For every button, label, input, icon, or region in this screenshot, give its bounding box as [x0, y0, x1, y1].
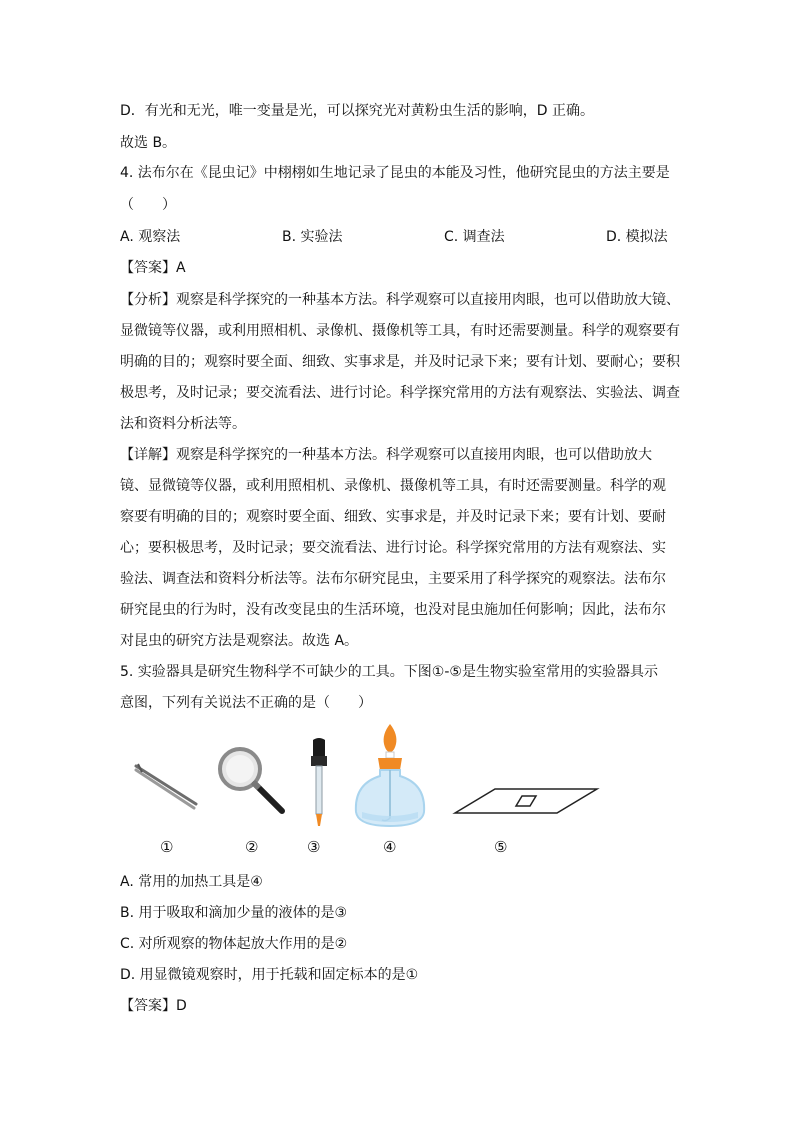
- question-5-stem: 意图，下列有关说法不正确的是（ ）: [120, 695, 372, 711]
- question-5-stem: 5. 实验器具是研究生物科学不可缺少的工具。下图①-⑤是生物实验室常用的实验器具示: [120, 664, 658, 680]
- q4-detail-line: 镜、显微镜等仪器，或利用照相机、录像机、摄像机等工具，有时还需要测量。科学的观: [120, 478, 666, 494]
- figure-label: ②: [245, 838, 259, 856]
- question-4-paren: （ ）: [120, 197, 176, 213]
- q5-option-d: D. 用显微镜观察时，用于托载和固定标本的是①: [120, 967, 419, 983]
- q4-answer: 【答案】A: [120, 260, 186, 276]
- q5-option-a: A. 常用的加热工具是④: [120, 874, 263, 890]
- q4-option-c: C. 调查法: [444, 229, 505, 245]
- dropper-icon: [306, 738, 332, 830]
- magnifier-icon: [216, 745, 288, 817]
- figure-label: ③: [307, 838, 321, 856]
- q4-analysis-line: 极思考，及时记录；要交流看法、进行讨论。科学探究常用的方法有观察法、实验法、调查: [120, 385, 680, 401]
- q4-analysis-line: 明确的目的；观察时要全面、细致、实事求是，并及时记录下来；要有计划、要耐心；要积: [120, 354, 680, 370]
- q4-detail-line: 验法、调查法和资料分析法等。法布尔研究昆虫，主要采用了科学探究的观察法。法布尔: [120, 571, 666, 587]
- glass-slide-icon: [454, 788, 598, 814]
- q4-analysis-line: 法和资料分析法等。: [120, 416, 246, 432]
- q4-analysis-line: 显微镜等仪器，或利用照相机、录像机、摄像机等工具，有时还需要测量。科学的观察要有: [120, 323, 680, 339]
- q4-detail-line: 心；要积极思考，及时记录；要交流看法、进行讨论。科学探究常用的方法有观察法、实: [120, 540, 666, 556]
- q4-detail-line: 对昆虫的研究方法是观察法。故选 A。: [120, 633, 359, 649]
- alcohol-lamp-icon: [352, 722, 428, 830]
- figure-label: ⑤: [494, 838, 508, 856]
- q4-analysis-line: 【分析】观察是科学探究的一种基本方法。科学观察可以直接用肉眼，也可以借助放大镜、: [120, 292, 680, 308]
- figure-label: ④: [383, 838, 397, 856]
- q5-option-c: C. 对所观察的物体起放大作用的是②: [120, 936, 348, 952]
- tweezers-icon: [134, 760, 200, 812]
- q4-detail-line: 研究昆虫的行为时，没有改变昆虫的生活环境，也没对昆虫施加任何影响；因此，法布尔: [120, 602, 666, 618]
- q4-option-d: D. 模拟法: [606, 229, 668, 245]
- q4-option-b: B. 实验法: [282, 229, 343, 245]
- q5-answer: 【答案】D: [120, 998, 187, 1014]
- question-4-stem: 4. 法布尔在《昆虫记》中栩栩如生地记录了昆虫的本能及习性，他研究昆虫的方法主要是: [120, 165, 670, 181]
- q4-option-a: A. 观察法: [120, 229, 181, 245]
- text-line: D．有光和无光，唯一变量是光，可以探究光对黄粉虫生活的影响，D 正确。: [120, 103, 595, 119]
- q5-option-b: B. 用于吸取和滴加少量的液体的是③: [120, 905, 348, 921]
- figure-label: ①: [160, 838, 174, 856]
- text-line: 故选 B。: [120, 135, 177, 151]
- q4-detail-line: 【详解】观察是科学探究的一种基本方法。科学观察可以直接用肉眼，也可以借助放大: [120, 447, 652, 463]
- q4-detail-line: 察要有明确的目的；观察时要全面、细致、实事求是，并及时记录下来；要有计划、要耐: [120, 509, 666, 525]
